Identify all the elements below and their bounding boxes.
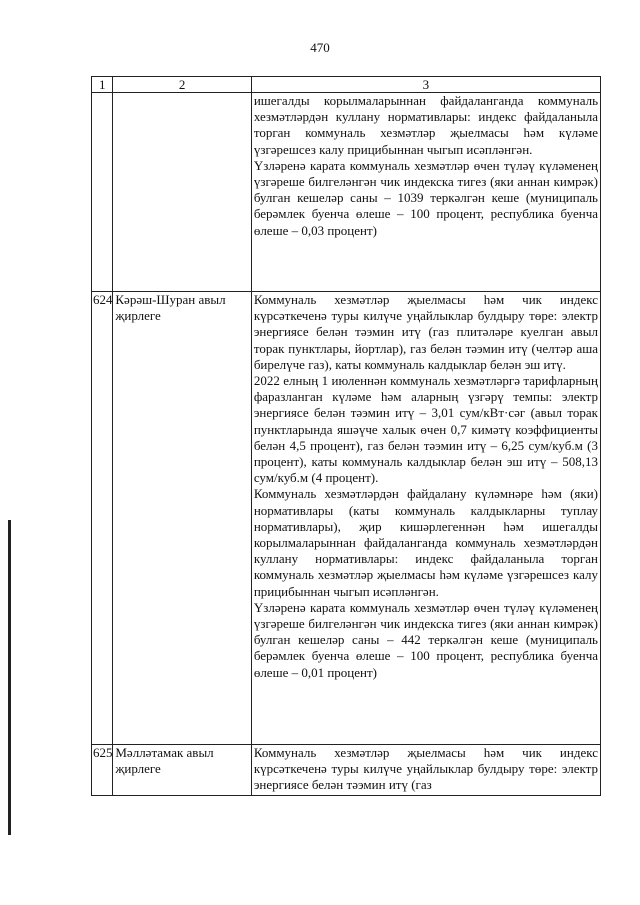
settlement-name: Кәрәш-Шуран авыл җирлеге xyxy=(113,292,251,745)
document-table xyxy=(91,76,601,796)
table-row xyxy=(92,745,601,796)
table-row xyxy=(92,93,601,292)
binding-margin-line xyxy=(8,520,11,835)
row-description xyxy=(251,292,600,745)
row-description xyxy=(251,745,600,796)
paragraph: Үзләренә карата коммуналь хезмәтләр өчен түләү күләменең үзгәреше билгеләнгән чик индекска тигез (яки аннан кимрәк) булган кешеләр саны – 1039 теркәлгән кеше (муниципаль берәмлек буенча өлеше – 100 процент, республика буенча өлеше – 0,03 процент) xyxy=(253,157,598,238)
row-number xyxy=(92,93,113,292)
header-col-2: 2 xyxy=(113,77,251,93)
paragraph: 2022 елның 1 июленнән коммуналь хезмәтләргә тарифларның фаразланган күләме һәм аларның үзгәрү темпы: электр энергиясе белән тәэмин итү – 3,01 сум/кВт·сәг (авыл торак пунктларында яшәүче халык өчен 0,7 кимәтү коэффициенты белән 4,5 процент), газ белән тәэмин итү – 6,25 сум/куб.м (3 процент), каты коммуналь калдыклар белән эш итү – 508,13 сум/куб.м (4 процент). xyxy=(253,373,598,486)
settlement-name xyxy=(113,93,251,292)
paragraph: Үзләренә карата коммуналь хезмәтләр өчен түләү күләменең үзгәреше билгеләнгән чик индекска тигез (яки аннан кимрәк) булган кешеләр саны – 442 теркәлгән кеше (муниципаль берәмлек буенча өлеше – 100 процент, республика буенча өлеше – 0,01 процент) xyxy=(253,599,598,680)
row-number: 625 xyxy=(92,745,113,796)
table-header xyxy=(92,77,601,93)
row-number: 624 xyxy=(92,292,113,745)
row-description xyxy=(251,93,600,292)
paragraph: ишегалды корылмаларыннан файдаланганда коммуналь хезмәтләрдән куллану нормативлары: индекс файдаланыла торган коммуналь хезмәтләр җыелмасы һәм күләме үзгәрешсез калу прицибыннан чыгып исәпләнгән. xyxy=(253,93,598,157)
page-number: 470 xyxy=(310,40,330,55)
header-col-1: 1 xyxy=(92,77,113,93)
paragraph: Коммуналь хезмәтләрдән файдалану күләмнәре һәм (яки) нормативлары (каты коммуналь калдыкларны туплау нормативлары), җир кишәрлегеннән һәм ишегалды корылмаларыннан файдаланганда коммуналь хезмәтләрдән куллану нормативлары: индекс файдаланыла торган коммуналь хезмәтләр җыелмасы һәм күләме үзгәрешсез калу прицибыннан чыгып исәпләнгән. xyxy=(253,486,598,599)
settlement-name: Мәлләтамак авыл җирлеге xyxy=(113,745,251,796)
paragraph: Коммуналь хезмәтләр җыелмасы һәм чик индекс күрсәткеченә туры килүче уңайлыклар булдыру төре: электр энергиясе белән тәэмин итү (газ плитәләре куелган авыл торак пунктлары, йортлар), газ белән тәэмин итү (челтәр аша бирелүче газ), каты коммуналь калдыклар белән эш итү. xyxy=(253,292,598,372)
paragraph: Коммуналь хезмәтләр җыелмасы һәм чик индекс күрсәткеченә туры килүче уңайлыклар булдыру төре: электр энергиясе белән тәэмин итү (газ xyxy=(253,745,598,793)
table-row xyxy=(92,292,601,745)
header-col-3: 3 xyxy=(251,77,600,93)
